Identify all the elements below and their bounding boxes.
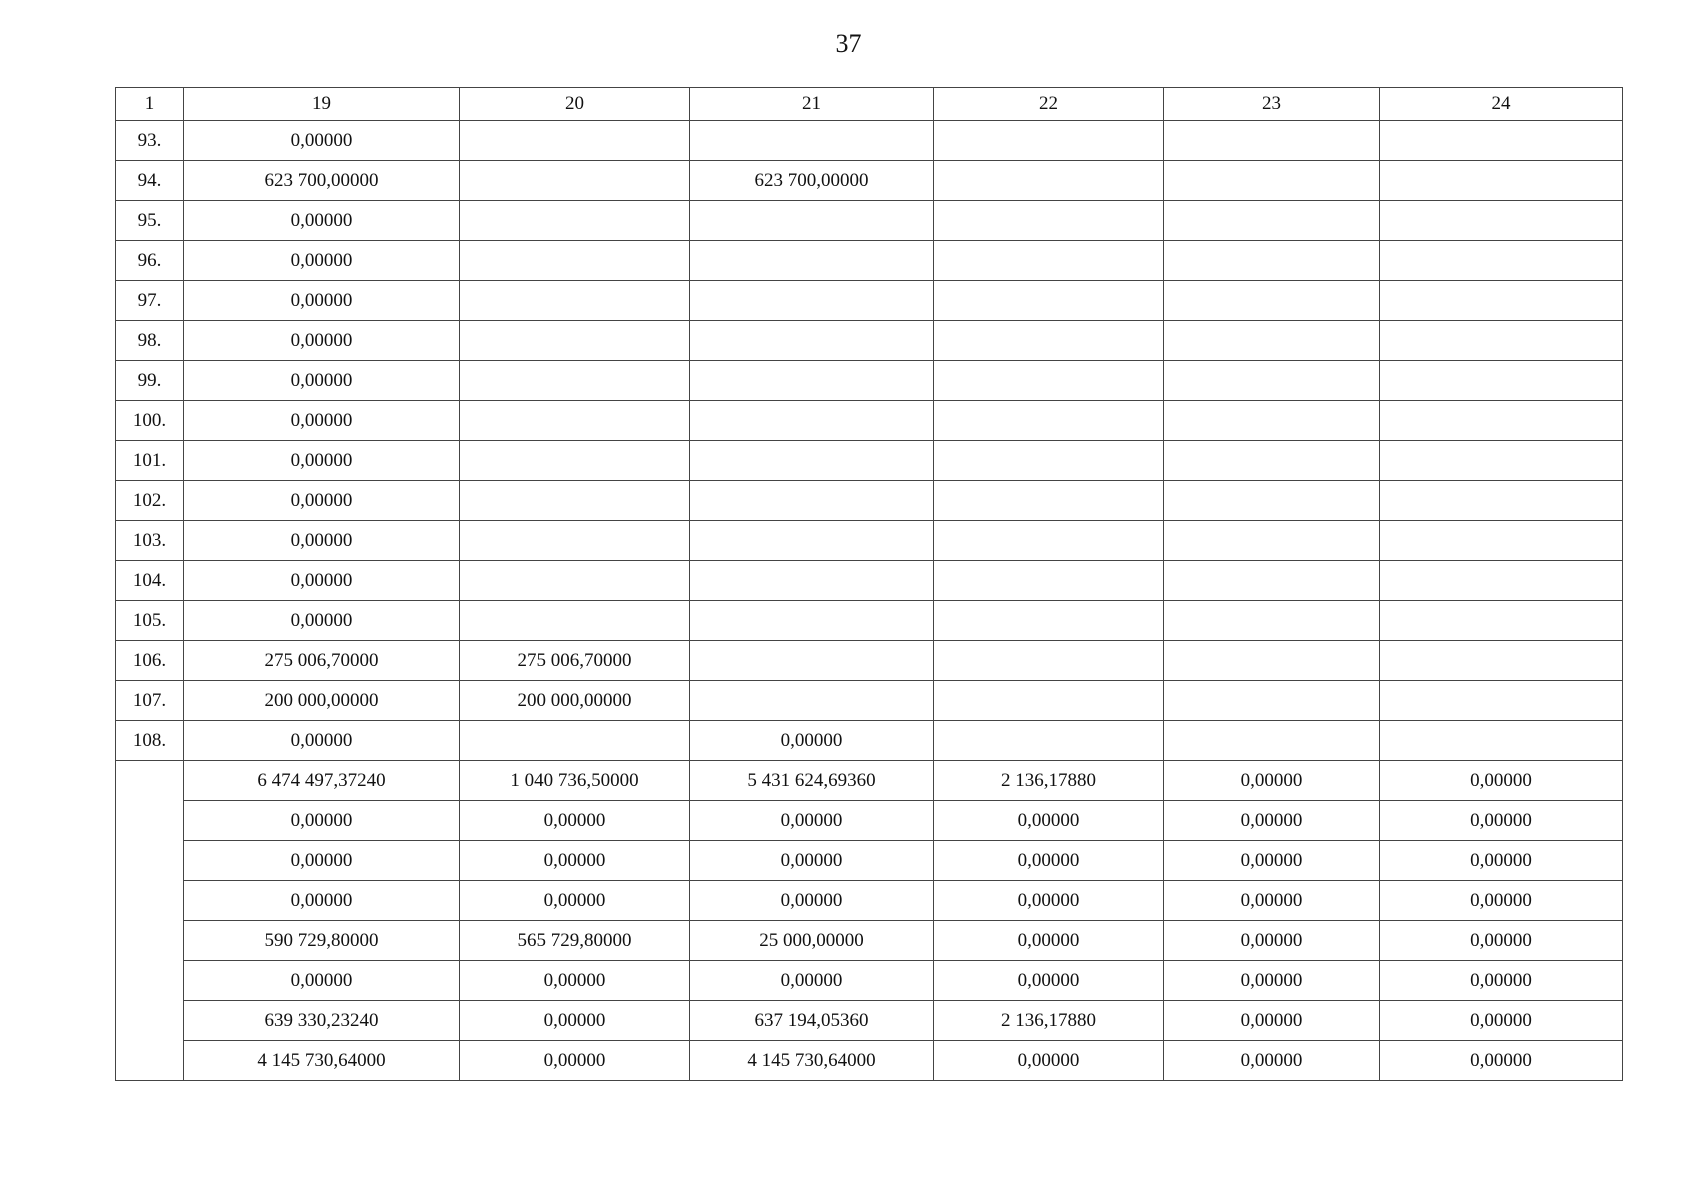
row-number-cell: 106.: [116, 641, 184, 681]
table-cell: 275 006,70000: [460, 641, 690, 681]
table-cell: [934, 721, 1164, 761]
totals-row: [116, 921, 1623, 961]
table-cell: 0,00000: [184, 401, 460, 441]
table-row: [116, 441, 1623, 481]
totals-cell: 0,00000: [1380, 921, 1623, 961]
totals-cell: 4 145 730,64000: [184, 1041, 460, 1081]
table-cell: [460, 281, 690, 321]
table-row: [116, 401, 1623, 441]
row-number-cell: 99.: [116, 361, 184, 401]
table-cell: [1164, 721, 1380, 761]
table-cell: [1380, 561, 1623, 601]
totals-cell: 25 000,00000: [690, 921, 934, 961]
table-cell: [1164, 361, 1380, 401]
totals-row: [116, 881, 1623, 921]
table-cell: [460, 601, 690, 641]
table-body: [116, 88, 1623, 1081]
table-cell: [460, 161, 690, 201]
totals-cell: 0,00000: [1380, 801, 1623, 841]
table-cell: [690, 561, 934, 601]
table-cell: [690, 201, 934, 241]
table-cell: [934, 121, 1164, 161]
totals-cell: 0,00000: [1164, 1001, 1380, 1041]
totals-cell: 0,00000: [1164, 921, 1380, 961]
table-cell: [690, 321, 934, 361]
table-cell: 200 000,00000: [460, 681, 690, 721]
totals-row: [116, 801, 1623, 841]
row-number-cell: 95.: [116, 201, 184, 241]
table-cell: [690, 601, 934, 641]
row-number-cell: 107.: [116, 681, 184, 721]
table-cell: [690, 641, 934, 681]
table-cell: [1164, 161, 1380, 201]
row-number-cell: 104.: [116, 561, 184, 601]
table-cell: [934, 281, 1164, 321]
table-cell: [1164, 121, 1380, 161]
row-number-cell: 102.: [116, 481, 184, 521]
data-table: [115, 87, 1623, 1081]
row-number-cell: 93.: [116, 121, 184, 161]
table-cell: [460, 561, 690, 601]
table-row: [116, 681, 1623, 721]
totals-cell: 2 136,17880: [934, 761, 1164, 801]
table-row: [116, 321, 1623, 361]
table-cell: 0,00000: [184, 241, 460, 281]
column-header: 20: [460, 88, 690, 121]
table-cell: [934, 521, 1164, 561]
table-cell: [1164, 561, 1380, 601]
table-cell: 0,00000: [184, 481, 460, 521]
totals-row: [116, 761, 1623, 801]
table-cell: 623 700,00000: [184, 161, 460, 201]
totals-row: [116, 1041, 1623, 1081]
table-cell: [460, 321, 690, 361]
totals-cell: 0,00000: [934, 801, 1164, 841]
table-cell: 623 700,00000: [690, 161, 934, 201]
totals-cell: 0,00000: [934, 841, 1164, 881]
totals-cell: 0,00000: [460, 841, 690, 881]
table-cell: [460, 401, 690, 441]
page-number: 37: [835, 29, 862, 58]
table-cell: [690, 361, 934, 401]
table-cell: 0,00000: [184, 521, 460, 561]
table-cell: [1380, 281, 1623, 321]
table-cell: [1380, 521, 1623, 561]
table-cell: [460, 721, 690, 761]
table-cell: [460, 121, 690, 161]
table-row: [116, 201, 1623, 241]
row-number-cell: 96.: [116, 241, 184, 281]
table-cell: [934, 441, 1164, 481]
totals-row: [116, 961, 1623, 1001]
totals-cell: 0,00000: [690, 961, 934, 1001]
table-cell: [1164, 481, 1380, 521]
row-number-cell: 103.: [116, 521, 184, 561]
totals-cell: 0,00000: [184, 881, 460, 921]
table-cell: [690, 281, 934, 321]
column-header: 22: [934, 88, 1164, 121]
row-number-cell: 98.: [116, 321, 184, 361]
table-cell: [1164, 521, 1380, 561]
table-cell: [460, 441, 690, 481]
table-cell: [1380, 401, 1623, 441]
totals-cell: 0,00000: [184, 841, 460, 881]
totals-cell: 0,00000: [934, 921, 1164, 961]
table-cell: [1164, 601, 1380, 641]
table-cell: 0,00000: [184, 281, 460, 321]
totals-cell: 0,00000: [460, 881, 690, 921]
table-row: [116, 281, 1623, 321]
column-header: 19: [184, 88, 460, 121]
table-cell: [1380, 161, 1623, 201]
totals-cell: 0,00000: [934, 881, 1164, 921]
totals-row: [116, 841, 1623, 881]
table-cell: [1380, 681, 1623, 721]
table-cell: [934, 601, 1164, 641]
table-cell: [1164, 321, 1380, 361]
table-cell: [934, 641, 1164, 681]
table-cell: [690, 481, 934, 521]
row-number-cell: 108.: [116, 721, 184, 761]
totals-cell: 0,00000: [1380, 1001, 1623, 1041]
table-cell: 0,00000: [184, 561, 460, 601]
table-cell: [1164, 241, 1380, 281]
column-header: 24: [1380, 88, 1623, 121]
totals-cell: 0,00000: [1380, 761, 1623, 801]
totals-cell: 0,00000: [460, 1041, 690, 1081]
totals-cell: 0,00000: [1380, 881, 1623, 921]
totals-cell: 590 729,80000: [184, 921, 460, 961]
totals-cell: 0,00000: [1164, 1041, 1380, 1081]
table-row: [116, 641, 1623, 681]
table-cell: 0,00000: [184, 601, 460, 641]
row-number-cell: 100.: [116, 401, 184, 441]
totals-cell: 0,00000: [1164, 961, 1380, 1001]
totals-cell: 0,00000: [1164, 801, 1380, 841]
totals-cell: 0,00000: [934, 961, 1164, 1001]
totals-cell: 0,00000: [1164, 761, 1380, 801]
totals-label-cell: [116, 761, 184, 1081]
totals-cell: 0,00000: [690, 881, 934, 921]
table-cell: [934, 161, 1164, 201]
totals-row: [116, 1001, 1623, 1041]
column-header: 21: [690, 88, 934, 121]
table-cell: 0,00000: [184, 321, 460, 361]
totals-cell: 637 194,05360: [690, 1001, 934, 1041]
table-cell: [690, 681, 934, 721]
table-cell: [934, 681, 1164, 721]
table-cell: [1380, 641, 1623, 681]
table-row: [116, 361, 1623, 401]
totals-cell: 639 330,23240: [184, 1001, 460, 1041]
table-cell: 0,00000: [184, 201, 460, 241]
totals-cell: 0,00000: [690, 841, 934, 881]
totals-cell: 0,00000: [690, 801, 934, 841]
totals-cell: 0,00000: [1380, 1041, 1623, 1081]
totals-cell: 0,00000: [184, 801, 460, 841]
totals-cell: 0,00000: [934, 1041, 1164, 1081]
table-cell: [460, 521, 690, 561]
table-cell: 200 000,00000: [184, 681, 460, 721]
table-cell: 0,00000: [184, 441, 460, 481]
table-cell: [1380, 121, 1623, 161]
table-cell: [1380, 241, 1623, 281]
table-cell: [460, 481, 690, 521]
table-cell: [690, 401, 934, 441]
totals-cell: 0,00000: [1164, 881, 1380, 921]
table-cell: [934, 561, 1164, 601]
table-cell: [1164, 681, 1380, 721]
header-row: [116, 88, 1623, 121]
table-cell: [1380, 481, 1623, 521]
totals-cell: 0,00000: [1380, 961, 1623, 1001]
totals-cell: 2 136,17880: [934, 1001, 1164, 1041]
totals-cell: 0,00000: [460, 801, 690, 841]
table-cell: [460, 241, 690, 281]
totals-cell: 0,00000: [460, 961, 690, 1001]
table-cell: 0,00000: [184, 361, 460, 401]
table-cell: [1380, 601, 1623, 641]
table-cell: [934, 481, 1164, 521]
table-cell: [1380, 361, 1623, 401]
row-number-cell: 105.: [116, 601, 184, 641]
totals-cell: 1 040 736,50000: [460, 761, 690, 801]
totals-cell: 5 431 624,69360: [690, 761, 934, 801]
table-row: [116, 721, 1623, 761]
table-cell: [934, 321, 1164, 361]
totals-cell: 0,00000: [1164, 841, 1380, 881]
table-cell: [1380, 321, 1623, 361]
table-cell: [934, 401, 1164, 441]
row-number-cell: 101.: [116, 441, 184, 481]
table-cell: [1164, 281, 1380, 321]
table-cell: [1164, 441, 1380, 481]
totals-cell: 4 145 730,64000: [690, 1041, 934, 1081]
table-cell: [1164, 641, 1380, 681]
table-cell: [1164, 201, 1380, 241]
table-row: [116, 121, 1623, 161]
table-row: [116, 241, 1623, 281]
row-number-cell: 97.: [116, 281, 184, 321]
table-cell: [690, 521, 934, 561]
table-cell: [1380, 201, 1623, 241]
table-cell: 0,00000: [184, 121, 460, 161]
column-header: 1: [116, 88, 184, 121]
table-cell: [690, 121, 934, 161]
totals-cell: 0,00000: [184, 961, 460, 1001]
totals-cell: 6 474 497,37240: [184, 761, 460, 801]
table-cell: [934, 241, 1164, 281]
table-cell: [934, 201, 1164, 241]
table-cell: [1380, 441, 1623, 481]
totals-cell: 565 729,80000: [460, 921, 690, 961]
table-cell: 0,00000: [690, 721, 934, 761]
row-number-cell: 94.: [116, 161, 184, 201]
table-cell: [690, 441, 934, 481]
table-cell: 275 006,70000: [184, 641, 460, 681]
table-cell: [690, 241, 934, 281]
table-cell: 0,00000: [184, 721, 460, 761]
table-row: [116, 481, 1623, 521]
totals-cell: 0,00000: [1380, 841, 1623, 881]
table-row: [116, 601, 1623, 641]
column-header: 23: [1164, 88, 1380, 121]
table-cell: [934, 361, 1164, 401]
table-cell: [1164, 401, 1380, 441]
totals-cell: 0,00000: [460, 1001, 690, 1041]
table-cell: [460, 361, 690, 401]
table-cell: [1380, 721, 1623, 761]
table-row: [116, 161, 1623, 201]
table-row: [116, 521, 1623, 561]
table-row: [116, 561, 1623, 601]
table-cell: [460, 201, 690, 241]
